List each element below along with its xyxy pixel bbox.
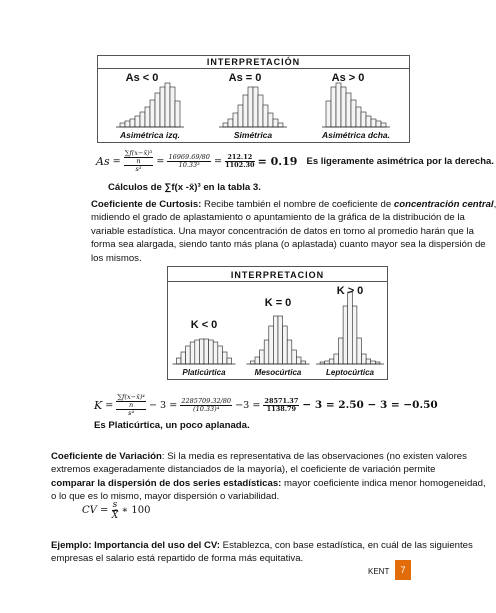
histogram-bar <box>264 340 269 364</box>
kurtosis-comment: Es Platicúrtica, un poco aplanada. <box>94 420 250 431</box>
histogram-bar <box>371 119 376 127</box>
histogram-bar <box>278 316 283 364</box>
histogram-bar <box>361 112 366 127</box>
panel-top-label: K = 0 <box>264 297 292 309</box>
histogram-bar <box>292 350 297 364</box>
histogram-bar <box>255 357 260 364</box>
histogram-bar <box>258 95 263 127</box>
kurtosis-intro: Recibe también el nombre de coeficiente de <box>201 199 394 210</box>
panel-bottom-label: Asimétrica izq. <box>120 130 180 140</box>
histogram-bar <box>334 354 339 364</box>
skewness-result: = 0.19 <box>257 154 298 168</box>
kurtosis-figure <box>167 266 388 380</box>
panel-top-label: K > 0 <box>336 285 364 297</box>
histogram-bar <box>195 340 200 364</box>
variation-paragraph: Coeficiente de Variación: Si la media es representativa de las observaciones (no existen valores extremos exageradamente distanciados de la mayoría), el coeficiente de variación permite comparar la dispersión de dos series estadísticas: mayor coeficiente indica menor homogeneidad, o lo que es lo mismo, mayor dispersión o variabilidad. <box>51 451 486 503</box>
histogram-bar <box>238 105 243 127</box>
histogram-bar <box>150 100 155 127</box>
panel-top-label: As > 0 <box>331 72 365 84</box>
panel-top-label: As = 0 <box>228 72 262 84</box>
kurtosis-line-1: midiendo el grado de aplastamiento o apuntamiento de la gráfica de la distribución de la <box>91 212 465 224</box>
histogram-bar <box>233 113 238 127</box>
histogram-bar <box>356 107 361 127</box>
panel-bottom-label: Simétrica <box>233 130 273 140</box>
histogram-bar <box>326 101 331 127</box>
histogram-bar <box>248 87 253 127</box>
histogram-bar <box>223 123 228 127</box>
histogram-bar <box>120 123 125 127</box>
histogram-bar <box>176 358 181 364</box>
cv-formula: CV = $\frac{s}{X̄}$ ∗ 100 <box>82 500 151 521</box>
histogram-bar <box>362 354 367 364</box>
skewness-fraction-3: $\frac{212.12}{1102.30}$ <box>225 153 255 169</box>
histogram-bar <box>253 87 258 127</box>
histogram-panel <box>246 316 309 364</box>
histogram-bar <box>325 361 330 364</box>
histogram-panel <box>116 83 184 127</box>
skewness-comment: Es ligeramente asimétrica por la derecha. <box>306 155 494 167</box>
histogram-bar <box>140 112 145 127</box>
example-paragraph: Ejemplo: Importancia del uso del CV: Establezca, con base estadística, en cuál de las siguientes empresas el salario está repartido de forma más equitativa. <box>51 540 473 565</box>
kurtosis-paragraph: Coeficiente de Curtosis: Recibe también el nombre de coeficiente de concentración central, midiendo el grado de aplastamiento o apuntamiento de la gráfica de la distribución de la variable estadística. Una mayor concentración de datos en torno al promedio harán que la forma sea alargada, siendo tanto más plana (o aplastada) cuanto mayor sea la dispersión de los mismos. <box>91 199 496 264</box>
histogram-panel <box>172 339 235 364</box>
histogram-bar <box>381 123 386 127</box>
histogram-bar <box>190 342 195 364</box>
histogram-bar <box>343 306 348 364</box>
kurtosis-symbol: K <box>94 398 103 412</box>
panel-bottom-label: Platicúrtica <box>182 368 226 377</box>
panel-bottom-label: Asimétrica dcha. <box>321 130 391 140</box>
histogram-bar <box>278 123 283 127</box>
kurtosis-fraction-2: $\frac{2285709.32/80}{\text{(10.33)⁴}}$ <box>181 397 232 413</box>
calculation-note: Cálculos de ∑f(x -x̄)³ en la tabla 3. <box>108 182 261 193</box>
panel-bottom-label: Mesocúrtica <box>254 368 302 377</box>
kurtosis-histograms <box>168 282 385 378</box>
histogram-panel <box>316 292 384 364</box>
cv-fraction: $\frac{s}{X̄}$ <box>111 500 119 521</box>
histogram-bar <box>341 87 346 127</box>
variation-heading: Coeficiente de Variación <box>51 451 162 462</box>
kurtosis-formula: K = ∑f(x−x̄)⁴ n s⁴ − 3 = $\frac{2285709.32/80}{\text{(10.33)⁴}}$ −3 = $\frac{28571.37}{1138.79}$ − 3 = 2.50 − 3 = −0.50 <box>94 393 438 417</box>
histogram-panel <box>322 83 390 127</box>
histogram-bar <box>130 119 135 127</box>
histogram-bar <box>165 83 170 127</box>
kurtosis-fraction-3: $\frac{28571.37}{1138.79}$ <box>264 397 299 413</box>
histogram-bar <box>155 93 160 127</box>
panel-top-label: K < 0 <box>190 319 218 331</box>
histogram-bar <box>175 101 180 127</box>
histogram-bar <box>283 326 288 364</box>
skewness-symbol: As <box>96 154 110 168</box>
histogram-bar <box>376 121 381 127</box>
skewness-fraction-1: ∑f(x−x̄)³ n s³ <box>124 149 153 173</box>
histogram-bar <box>204 339 209 364</box>
skewness-figure <box>97 55 410 143</box>
histogram-bar <box>160 87 165 127</box>
histogram-bar <box>199 339 204 364</box>
histogram-bar <box>351 100 356 127</box>
histogram-bar <box>218 346 223 364</box>
kurtosis-line-2: variable estadística. Una mayor concentración de datos en torno al promedio harán que la <box>91 225 474 237</box>
footer-author: KENT <box>368 567 390 576</box>
histogram-bar <box>366 359 371 364</box>
histogram-bar <box>268 113 273 127</box>
histogram-bar <box>348 292 353 364</box>
skewness-histograms <box>98 69 407 141</box>
histogram-bar <box>227 358 232 364</box>
histogram-bar <box>145 107 150 127</box>
kurtosis-figure-title: INTERPRETACION <box>168 269 387 282</box>
histogram-bar <box>170 87 175 127</box>
histogram-bar <box>331 87 336 127</box>
histogram-bar <box>186 346 191 364</box>
histogram-bar <box>329 359 334 364</box>
histogram-bar <box>352 306 357 364</box>
histogram-bar <box>339 338 344 364</box>
histogram-bar <box>263 105 268 127</box>
histogram-bar <box>371 361 376 364</box>
histogram-bar <box>213 342 218 364</box>
histogram-bar <box>222 352 227 364</box>
histogram-bar <box>357 338 362 364</box>
histogram-bar <box>181 352 186 364</box>
panel-bottom-label: Leptocúrtica <box>325 368 375 377</box>
skewness-figure-title: INTERPRETACIÓN <box>98 56 409 69</box>
histogram-bar <box>336 83 341 127</box>
histogram-bar <box>296 357 301 364</box>
histogram-bar <box>250 361 255 364</box>
histogram-bar <box>125 121 130 127</box>
histogram-bar <box>273 316 278 364</box>
histogram-bar <box>228 119 233 127</box>
panel-top-label: As < 0 <box>125 72 159 84</box>
histogram-bar <box>301 361 306 364</box>
histogram-bar <box>366 116 371 127</box>
page-number: 7 <box>395 560 411 580</box>
histogram-bar <box>287 340 292 364</box>
kurtosis-emphasis: concentración central <box>393 199 494 210</box>
histogram-bar <box>243 95 248 127</box>
histogram-bar <box>346 93 351 127</box>
histogram-bar <box>269 326 274 364</box>
histogram-bar <box>209 340 214 364</box>
kurtosis-result: − 3 = 2.50 − 3 = −0.50 <box>302 398 438 411</box>
histogram-bar <box>135 116 140 127</box>
kurtosis-line-4: los mismos. <box>91 252 142 264</box>
skewness-fraction-2: $\frac{16969.69/80}{\text{10.33³}}$ <box>168 153 210 169</box>
histogram-panel <box>219 87 287 127</box>
histogram-bar <box>260 350 265 364</box>
histogram-bar <box>273 119 278 127</box>
skewness-formula: As = ∑f(x−x̄)³ n s³ = $\frac{16969.69/80}{\text{10.33³}}$ = $\frac{212.12}{1102.30}$ = 0.19 Es ligeramente asimétrica por la derecha. <box>96 149 494 173</box>
kurtosis-line-3: forma sea alargada, siendo tanto más plana (o aplastada) cuanto mayor sea la dispersión de <box>91 239 486 251</box>
kurtosis-heading: Coeficiente de Curtosis: <box>91 199 202 210</box>
kurtosis-fraction-1: ∑f(x−x̄)⁴ n s⁴ <box>117 393 145 417</box>
example-heading: Ejemplo: Importancia del uso del CV: <box>51 540 220 551</box>
